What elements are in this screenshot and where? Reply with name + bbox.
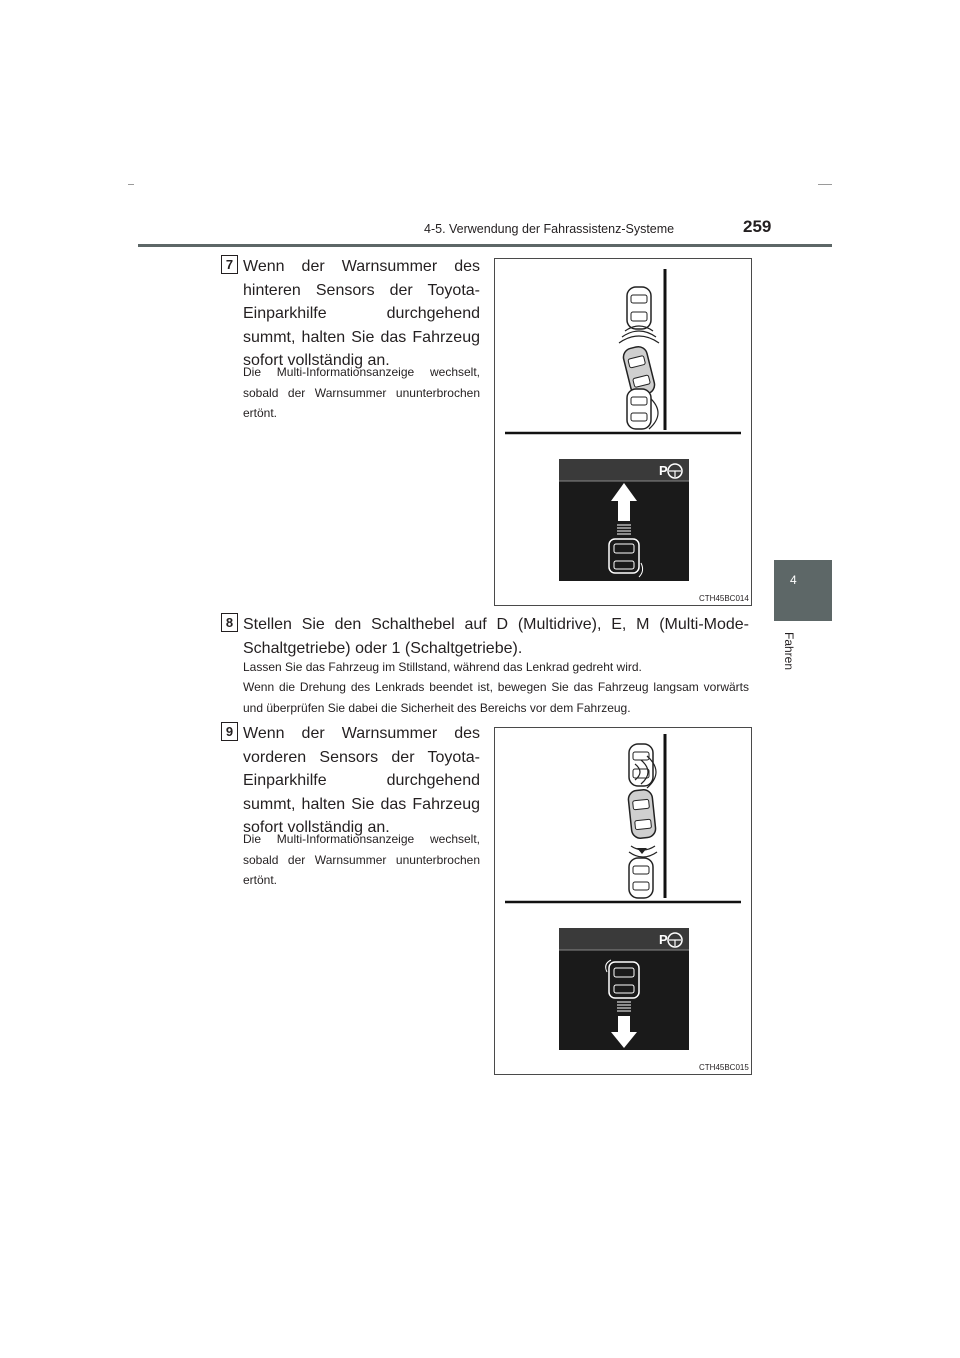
svg-text:P: P — [659, 932, 668, 947]
multi-information-display — [559, 459, 689, 581]
crop-mark-right — [818, 184, 832, 185]
page-number: 259 — [743, 217, 772, 236]
step-number-badge: 9 — [221, 722, 238, 741]
step-number-badge: 7 — [221, 255, 238, 274]
figure-front-sensor — [494, 727, 752, 1075]
parked-car-front-icon — [629, 744, 653, 786]
step-main-text: Wenn der Warnsummer des hinteren Sensors der Toyota-Einparkhilfe durchgehend summt, halten Sie das Fahrzeug sofort vollständig an. — [243, 258, 480, 369]
own-car-icon — [628, 789, 657, 839]
parked-car-rear-icon — [629, 858, 653, 898]
figure-rear-sensor — [494, 258, 752, 606]
parked-car-rear-icon — [627, 389, 651, 429]
parked-car-front-icon — [627, 287, 651, 329]
step-main-text: Wenn der Warnsummer des vorderen Sensors der Toyota-Einparkhilfe durchgehend summt, halten Sie das Fahrzeug sofort vollständig an. — [243, 725, 480, 836]
multi-information-display — [559, 928, 689, 1050]
svg-text:P: P — [659, 463, 668, 478]
section-title: 4-5. Verwendung der Fahrassistenz-Systeme — [424, 222, 675, 236]
step-note: Lassen Sie das Fahrzeug im Stillstand, während das Lenkrad gedreht wird. — [243, 660, 642, 674]
parking-illustration — [495, 259, 751, 605]
figure-code: CTH45BC014 — [699, 594, 749, 603]
step-note: Wenn die Drehung des Lenkrads beendet ist, bewegen Sie das Fahrzeug langsam vorwärts und überprüfen Sie dabei die Sicherheit des Bereichs vor dem Fahrzeug. — [243, 680, 749, 715]
step-note: Die Multi-Informationsanzeige wechselt, sobald der Warnsummer ununterbrochen ertönt. — [243, 365, 480, 420]
parking-illustration — [495, 728, 751, 1074]
chapter-label: Fahren — [782, 632, 796, 671]
step-note: Die Multi-Informationsanzeige wechselt, sobald der Warnsummer ununterbrochen ertönt. — [243, 832, 480, 887]
header-rule — [138, 244, 832, 247]
step-main-text: Stellen Sie den Schalthebel auf D (Multidrive), E, M (Multi-Mode-Schaltgetriebe) oder 1 (Schaltgetriebe). — [243, 616, 749, 657]
step-number-badge: 8 — [221, 613, 238, 632]
figure-code: CTH45BC015 — [699, 1063, 749, 1072]
chapter-number: 4 — [790, 573, 797, 587]
crop-mark-left — [128, 184, 134, 185]
chapter-tab — [774, 560, 832, 621]
